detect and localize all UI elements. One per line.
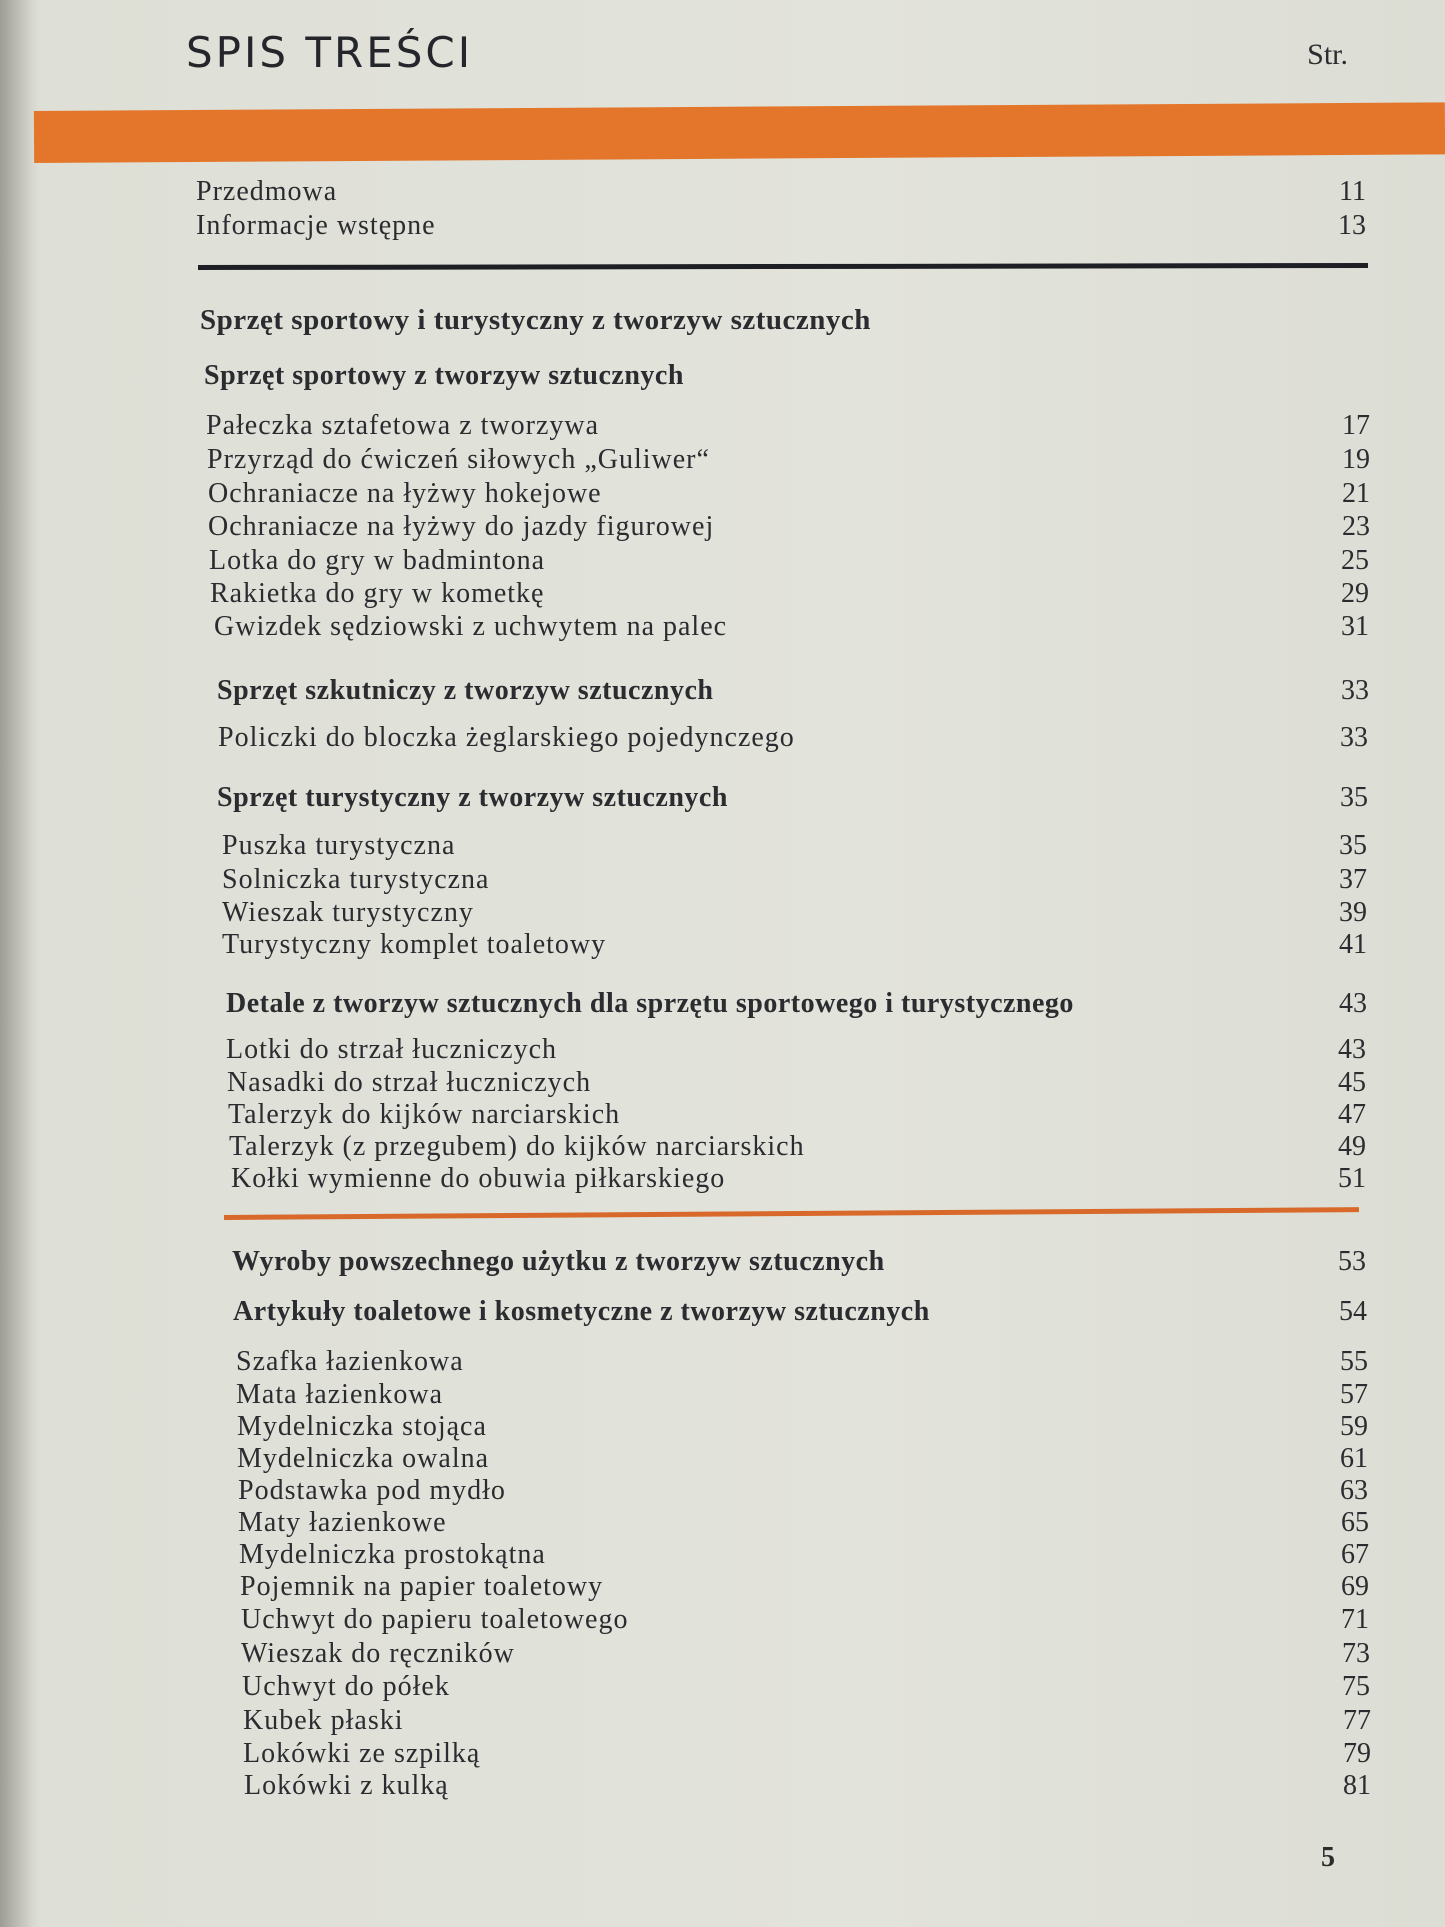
toc-entry [241, 1638, 1370, 1670]
toc-entry-page: 13 [1338, 210, 1366, 241]
section-divider-orange [224, 1207, 1359, 1220]
toc-entry [222, 897, 1367, 929]
toc-entry [208, 478, 1370, 510]
toc-entry-page: 17 [1342, 410, 1370, 441]
toc-page [28, 0, 1445, 1927]
toc-entry-title: Ochraniacze na łyżwy hokejowe [208, 478, 602, 509]
toc-entry-page: 77 [1343, 1705, 1371, 1736]
part-heading [232, 1246, 1366, 1278]
toc-entry-title: Pojemnik na papier toaletowy [240, 1571, 604, 1602]
section-heading-title: Detale z tworzyw sztucznych dla sprzętu sportowego i turystycznego [226, 988, 1074, 1019]
toc-entry-title: Nasadki do strzał łuczniczych [227, 1067, 592, 1098]
section-heading-page: 54 [1339, 1296, 1367, 1327]
part-heading-page: 53 [1338, 1246, 1366, 1277]
toc-entry-page: 69 [1341, 1571, 1369, 1602]
toc-entry-page: 45 [1338, 1067, 1366, 1098]
part-heading-title: Sprzęt sportowy i turystyczny z tworzyw sztucznych [200, 304, 871, 336]
toc-entry [227, 1067, 1366, 1099]
toc-entry [226, 1034, 1366, 1066]
toc-entry-title: Talerzyk (z przegubem) do kijków narciarskich [229, 1131, 805, 1162]
toc-entry-page: 63 [1340, 1475, 1368, 1506]
toc-entry-title: Kubek płaski [243, 1705, 404, 1736]
toc-entry [218, 722, 1368, 754]
toc-entry-page: 65 [1341, 1507, 1369, 1538]
toc-entry-page: 55 [1340, 1346, 1368, 1377]
toc-entry-page: 49 [1338, 1131, 1366, 1162]
toc-entry [222, 864, 1367, 896]
toc-entry [210, 578, 1369, 610]
toc-entry [222, 929, 1367, 961]
toc-entry-title: Gwizdek sędziowski z uchwytem na palec [214, 611, 728, 642]
page-number: 5 [1321, 1842, 1335, 1873]
toc-entry [244, 1770, 1371, 1802]
toc-entry-title: Przyrząd do ćwiczeń siłowych „Guliwer“ [207, 444, 710, 475]
toc-entry-page: 11 [1339, 176, 1366, 207]
toc-entry [243, 1738, 1371, 1770]
toc-entry-title: Szafka łazienkowa [236, 1346, 464, 1377]
part-heading-title: Wyroby powszechnego użytku z tworzyw sztucznych [232, 1246, 885, 1277]
toc-entry-title: Rakietka do gry w kometkę [210, 578, 545, 609]
section-heading-title: Sprzęt szkutniczy z tworzyw sztucznych [217, 675, 714, 706]
toc-entry-page: 35 [1339, 830, 1367, 861]
toc-entry-title: Mydelniczka stojąca [237, 1411, 487, 1442]
toc-entry-page: 23 [1342, 511, 1370, 542]
toc-entry-page: 39 [1339, 897, 1367, 928]
section-divider-black [198, 263, 1368, 270]
toc-entry [240, 1571, 1369, 1603]
toc-entry [214, 611, 1369, 643]
toc-entry-title: Wieszak turystyczny [222, 897, 474, 928]
toc-entry [241, 1604, 1369, 1636]
section-heading-page: 33 [1341, 675, 1369, 706]
toc-entry-page: 47 [1338, 1099, 1366, 1130]
section-heading-title: Sprzęt sportowy z tworzyw sztucznych [204, 360, 684, 391]
toc-entry-title: Mata łazienkowa [236, 1379, 444, 1410]
part-heading [200, 304, 871, 337]
toc-entry-page: 29 [1341, 578, 1369, 609]
toc-entry-title: Informacje wstępne [196, 210, 436, 241]
toc-entry-title: Kołki wymienne do obuwia piłkarskiego [231, 1163, 726, 1194]
toc-entry [237, 1443, 1368, 1475]
section-heading [217, 675, 1369, 707]
toc-entry [236, 1379, 1368, 1411]
toc-entry-title: Pałeczka sztafetowa z tworzywa [206, 410, 600, 441]
toc-entry-title: Solniczka turystyczna [222, 864, 490, 895]
toc-entry [196, 176, 1366, 208]
section-heading-title: Sprzęt turystyczny z tworzyw sztucznych [217, 782, 728, 813]
toc-entry [239, 1539, 1369, 1571]
toc-entry-page: 57 [1340, 1379, 1368, 1410]
toc-entry-title: Przedmowa [196, 176, 338, 207]
toc-entry-title: Talerzyk do kijków narciarskich [228, 1099, 621, 1130]
toc-entry [242, 1671, 1370, 1703]
toc-entry-title: Ochraniacze na łyżwy do jazdy figurowej [208, 511, 715, 542]
toc-entry-page: 21 [1342, 478, 1370, 509]
toc-entry [229, 1131, 1366, 1163]
toc-entry-title: Uchwyt do półek [242, 1671, 450, 1702]
toc-entry-title: Uchwyt do papieru toaletowego [241, 1604, 629, 1635]
toc-entry-title: Maty łazienkowe [238, 1507, 447, 1538]
toc-entry [236, 1346, 1368, 1378]
toc-entry-title: Puszka turystyczna [222, 830, 456, 861]
toc-entry [207, 444, 1370, 476]
toc-entry-page: 81 [1343, 1770, 1371, 1801]
toc-entry-page: 19 [1342, 444, 1370, 475]
toc-entry-title: Turystyczny komplet toaletowy [222, 929, 607, 960]
page-column-label: Str. [1307, 38, 1348, 71]
toc-entry-page: 79 [1343, 1738, 1371, 1769]
page-binding-edge [0, 0, 30, 1927]
page-title: SPIS TREŚCI [186, 28, 474, 77]
toc-entry [243, 1705, 1371, 1737]
toc-entry [209, 545, 1369, 577]
toc-entry [231, 1163, 1366, 1195]
toc-entry [228, 1099, 1366, 1131]
header-orange-band [34, 102, 1445, 163]
toc-entry-page: 73 [1342, 1638, 1370, 1669]
toc-entry [206, 410, 1370, 442]
toc-entry-title: Lokówki z kulką [244, 1770, 449, 1801]
toc-entry-page: 67 [1341, 1539, 1369, 1570]
toc-entry-page: 31 [1341, 611, 1369, 642]
toc-entry [196, 210, 1366, 242]
toc-entry-page: 41 [1339, 929, 1367, 960]
toc-entry [222, 830, 1367, 862]
toc-entry [237, 1411, 1368, 1443]
toc-entry-page: 37 [1339, 864, 1367, 895]
toc-entry-page: 71 [1341, 1604, 1369, 1635]
section-heading [226, 988, 1367, 1020]
toc-entry-page: 61 [1340, 1443, 1368, 1474]
section-heading-title: Artykuły toaletowe i kosmetyczne z tworzyw sztucznych [233, 1296, 930, 1327]
section-heading [233, 1296, 1367, 1328]
section-heading-page: 35 [1340, 782, 1368, 813]
toc-entry-title: Mydelniczka owalna [237, 1443, 490, 1474]
toc-entry [238, 1507, 1369, 1539]
toc-entry-title: Lotka do gry w badmintona [209, 545, 546, 576]
section-heading-page: 43 [1339, 988, 1367, 1019]
toc-entry [208, 511, 1370, 543]
toc-entry-title: Lokówki ze szpilką [243, 1738, 481, 1769]
section-heading [204, 360, 684, 392]
toc-entry-page: 75 [1342, 1671, 1370, 1702]
toc-entry [238, 1475, 1368, 1507]
toc-entry-title: Podstawka pod mydło [238, 1475, 506, 1506]
toc-entry-title: Lotki do strzał łuczniczych [226, 1034, 557, 1065]
toc-entry-page: 43 [1338, 1034, 1366, 1065]
toc-entry-page: 25 [1341, 545, 1369, 576]
toc-entry-title: Policzki do bloczka żeglarskiego pojedynczego [218, 722, 795, 753]
toc-entry-page: 59 [1340, 1411, 1368, 1442]
toc-entry-title: Mydelniczka prostokątna [239, 1539, 546, 1570]
toc-entry-page: 33 [1340, 722, 1368, 753]
toc-entry-page: 51 [1338, 1163, 1366, 1194]
toc-entry-title: Wieszak do ręczników [241, 1638, 515, 1669]
section-heading [217, 782, 1368, 814]
